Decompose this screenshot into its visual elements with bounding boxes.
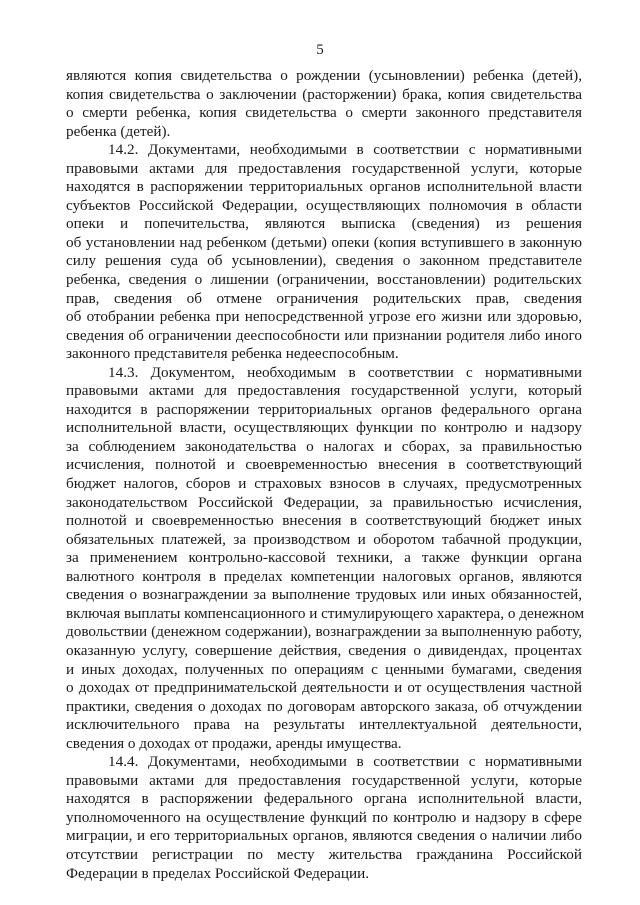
text-line: исключительного права на результаты интеллектуальной деятельности,: [66, 716, 582, 734]
text-line: субъектов Российской Федерации, осуществляющих полномочия в области: [66, 196, 582, 214]
text-line: правовыми актами для предоставления государственной услуги, которые: [66, 771, 582, 789]
text-line: уполномоченного на осуществление функций по контролю и надзору в сфере: [66, 808, 582, 826]
text-line: об отобрании ребенка при непосредственной угрозе его жизни или здоровью,: [66, 308, 582, 326]
text-line: 14.4. Документами, необходимыми в соответствии с нормативными: [108, 753, 582, 771]
text-line: опеки и попечительства, являются выписка (сведения) из решения: [66, 215, 582, 233]
text-line: сведения об ограничении дееспособности или признании родителя либо иного: [66, 326, 582, 344]
text-line: сведения о вознаграждении за выполнение трудовых или иных обязанностей,: [66, 586, 582, 604]
text-line: являются копия свидетельства о рождении (усыновлении) ребенка (детей),: [66, 67, 582, 84]
text-line: довольствии (денежном содержании), вознаграждении за выполненную работу,: [66, 623, 582, 641]
text-line: миграции, и его территориальных органов, являются сведения о наличии либо: [66, 827, 582, 845]
text-line: полнотой и своевременностью внесения в соответствующий бюджет иных: [66, 512, 582, 530]
text-line: находится в распоряжении территориальных органов федерального органа: [66, 400, 582, 418]
text-line: включая выплаты компенсационного и стимулирующего характера, о денежном: [66, 604, 585, 622]
text-line: об установлении над ребенком (детьми) опеки (копия вступившего в законную: [66, 233, 582, 251]
text-line: 14.3. Документом, необходимым в соответствии с нормативными: [108, 363, 582, 381]
paragraph-continuation: [66, 67, 582, 141]
page-number: 5: [316, 42, 324, 58]
text-line: правовыми актами для предоставления государственной услуги, который: [66, 382, 582, 400]
text-line: сведения о доходах от продажи, аренды имущества.: [66, 734, 402, 752]
text-line: оказанную услугу, совершение действия, сведения о дивидендах, процентах: [66, 641, 582, 659]
text-line: за применением контрольно-кассовой техники, а также функции органа: [66, 549, 582, 567]
document-body: [66, 67, 585, 883]
text-line: и иных доходах, полученных по операциям с ценными бумагами, сведения: [66, 660, 582, 678]
text-line: исполнительной власти, осуществляющих функции по контролю и надзору: [66, 419, 582, 437]
text-line: находятся в распоряжении территориальных органов исполнительной власти: [66, 178, 582, 196]
text-line: бюджет налогов, сборов и страховых взносов в случаях, предусмотренных: [66, 475, 582, 493]
text-line: ребенка (детей).: [66, 122, 171, 140]
text-line: отсутствии регистрации по месту жительства гражданина Российской: [66, 845, 582, 863]
text-line: правовыми актами для предоставления государственной услуги, которые: [66, 159, 582, 177]
text-line: прав, сведения об отмене ограничения родительских прав, сведения: [66, 289, 582, 307]
text-line: о доходах от предпринимательской деятельности и от осуществления частной: [66, 679, 582, 697]
text-line: о смерти ребенка, копия свидетельства о смерти законного представителя: [66, 104, 582, 122]
text-line: копия свидетельства о заключении (расторжении) брака, копия свидетельства: [66, 85, 582, 103]
text-line: 14.2. Документами, необходимыми в соответствии с нормативными: [108, 141, 582, 159]
text-line: валютного контроля в пределах компетенции налоговых органов, являются: [66, 567, 582, 585]
text-line: практики, сведения о доходах по договорам авторского заказа, об отчуждении: [66, 697, 582, 715]
text-line: законного представителя ребенка недееспособным.: [66, 345, 399, 363]
text-line: находятся в распоряжении федерального органа исполнительной власти,: [66, 790, 582, 808]
paragraph-14-4: [66, 753, 582, 883]
paragraph-14-3: [66, 363, 585, 753]
text-line: силу решения суда об усыновлении), сведения о законном представителе: [66, 252, 582, 270]
text-line: Федерации в пределах Российской Федерации.: [66, 864, 370, 882]
paragraph-14-2: [66, 141, 582, 364]
text-line: ребенка, сведения о лишении (ограничении, восстановлении) родительских: [66, 271, 582, 289]
text-line: обязательных платежей, за производством и оборотом табачной продукции,: [66, 530, 582, 548]
text-line: законодательством Российской Федерации, за правильностью исчисления,: [66, 493, 582, 511]
text-line: за соблюдением законодательства о налогах и сборах, за правильностью: [66, 437, 582, 455]
text-line: исчисления, полнотой и своевременностью внесения в соответствующий: [66, 456, 582, 474]
